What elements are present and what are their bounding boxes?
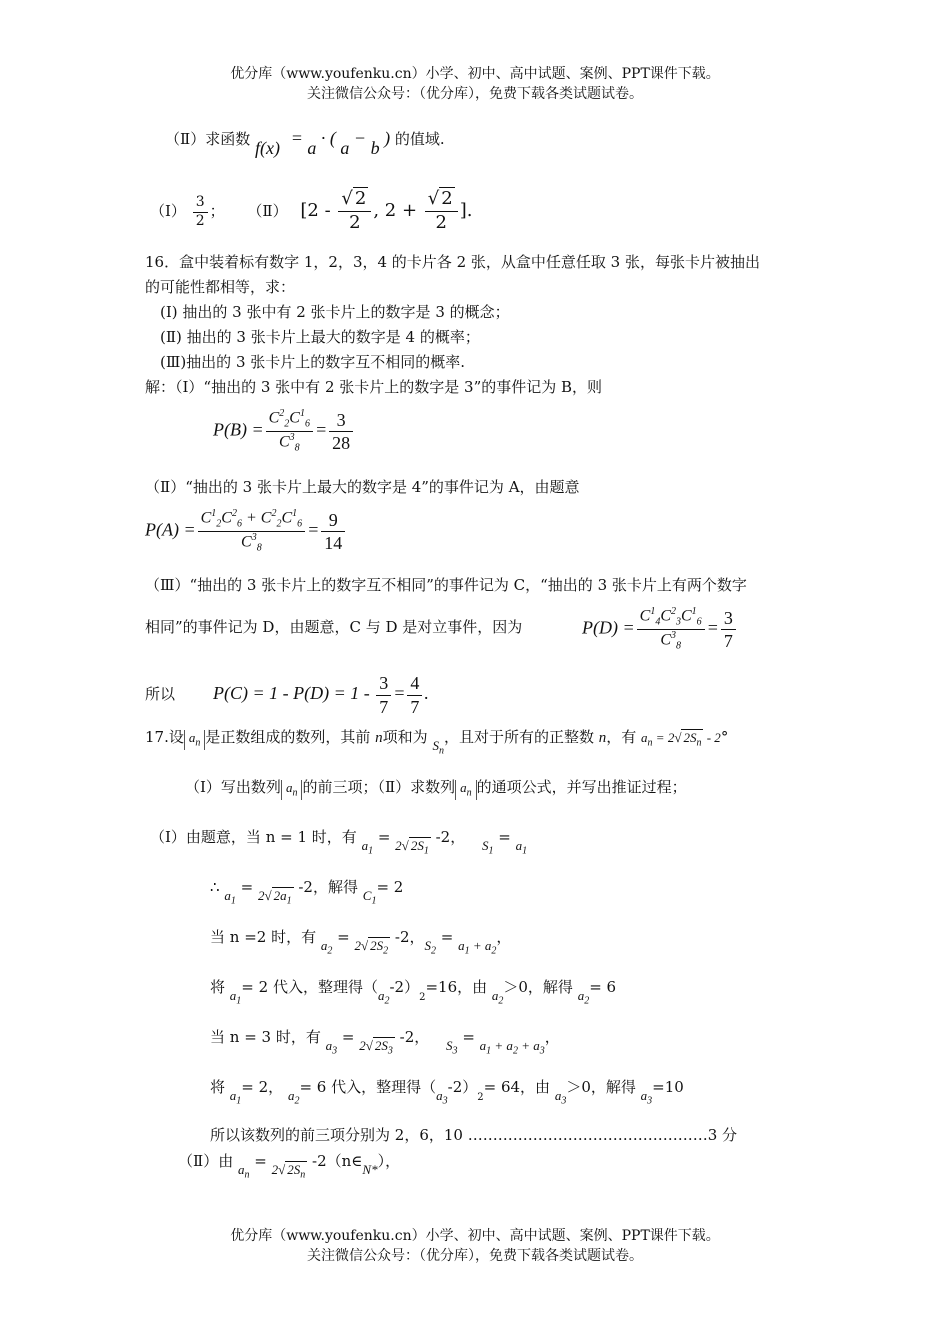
q17-solution-2: ∴ $a_1 = 2√$ $2a_1$ -2，解得 $C_1= 2$ xyxy=(210,878,404,907)
equation-pc: P(C) = 1 - P(D) = 1 - $\frac{3}{7}$ = $\frac{4}{7}$ . xyxy=(213,673,429,717)
q16-item-3: (Ⅲ)抽出的 3 张卡片上的数字互不相同的概率. xyxy=(160,353,466,371)
q17-solution-1: （Ⅰ）由题意，当 n = 1 时，有 $a_1 = 2√$ $2S_1$ -2， $S_1 = a_1$ xyxy=(150,828,528,857)
q17-solution-8: （Ⅱ）由 $a_n = 2√$ $2S_n$ -2（n∈N*）， xyxy=(178,1152,401,1181)
q16-solution-3b: 相同”的事件记为 D，由题意，C 与 D 是对立事件，因为 xyxy=(145,618,523,636)
q16-item-1: (Ⅰ) 抽出的 3 张中有 2 张卡片上的数字是 3 的概念； xyxy=(160,303,510,321)
q17-solution-3: 当 n =2 时，有 $a_2 = 2√$ $2S_2$ -2，$S_2 = a_1 + a_2$， xyxy=(210,928,512,957)
so-label: 所以 xyxy=(145,685,176,703)
equation-pd: P(D) = $\frac{C^1_4C^2_3C^1_6}{C^3_8}$ = $\frac{3}{7}$ xyxy=(582,606,738,653)
q16-solution-1: 解：（Ⅰ）“抽出的 3 张中有 2 张卡片上的数字是 3”的事件记为 B，则 xyxy=(145,378,603,396)
q16-stem-2: 的可能性都相等，求： xyxy=(145,278,296,296)
function-expression: f(x) xyxy=(254,138,280,158)
q15-part2: （Ⅱ）求函数 f(x) = a · ( a − b ) 的值域. xyxy=(165,128,445,158)
q17-solution-5: 当 n = 3 时，有 $a_3 = 2√$ $2S_3$ -2， $S_3 = a_1 + a_2 + a_3$， xyxy=(210,1028,560,1057)
q16-solution-3a: （Ⅲ）“抽出的 3 张卡片上的数字互不相同”的事件记为 C，“抽出的 3 张卡片上有两个数字 xyxy=(145,576,747,594)
q15-answers: （Ⅰ） $\frac{3}{2}$ ； （Ⅱ） [2 - $\frac{√ 2}{2}$ , 2 + $\frac{√ 2}{2}$ ]. xyxy=(150,188,473,233)
q16-item-2: (Ⅱ) 抽出的 3 张卡片上最大的数字是 4 的概率； xyxy=(160,328,480,346)
footer-line-1: 优分库（www.youfenku.cn）小学、初中、高中试题、案例、PPT课件下载。 xyxy=(230,1228,720,1244)
q16-stem-1: 16．盒中装着标有数字 1，2，3，4 的卡片各 2 张，从盒中任意任取 3 张，每张卡片被抽出 xyxy=(145,253,760,271)
header-line-1: 优分库（www.youfenku.cn）小学、初中、高中试题、案例、PPT课件下载。 xyxy=(230,66,720,82)
footer-line-2: 关注微信公众号：（优分库），免费下载各类试题试卷。 xyxy=(307,1248,643,1264)
equation-pb: P(B) = $\frac{C^2_2C^1_6}{C^3_8}$ = $\frac{3}{28}$ xyxy=(213,408,355,455)
q17-stem: 17.设 $a_n$ 是正数组成的数列，其前 n项和为 $S_n$，且对于所有的正整数 n，有 $a_n = 2√$ $2S_n - 2^\circ$ xyxy=(145,728,729,757)
q17-solution-6: 将 $a_1= 2$， $a_2= 6$ 代入，整理得$(a_3-2)_2= 64$，由 $a_3>0$，解得 $a_3=10$ xyxy=(210,1078,684,1107)
q16-solution-2: （Ⅱ）“抽出的 3 张卡片上最大的数字是 4”的事件记为 A，由题意 xyxy=(145,478,580,496)
q17-solution-4: 将 $a_1= 2$ 代入，整理得$(a_2-2)_2=16$，由 $a_2>0$，解得 $a_2= 6$ xyxy=(210,978,617,1007)
equation-pa: P(A) = $\frac{C^1_2C^2_6 + C^2_2C^1_6}{C^3_8}$ = $\frac{9}{14}$ xyxy=(145,508,347,555)
q17-solution-7: 所以该数列的前三项分别为 2，6，10 …………………………………………3 分 xyxy=(210,1126,738,1144)
answer-1-fraction: $\frac{3}{2}$ xyxy=(193,194,208,230)
header-line-2: 关注微信公众号：（优分库），免费下载各类试题试卷。 xyxy=(307,86,643,102)
q17-parts: （Ⅰ）写出数列 $a_n$ 的前三项；（Ⅱ）求数列 $a_n$ 的通项公式，并写出推证过程； xyxy=(185,778,687,799)
